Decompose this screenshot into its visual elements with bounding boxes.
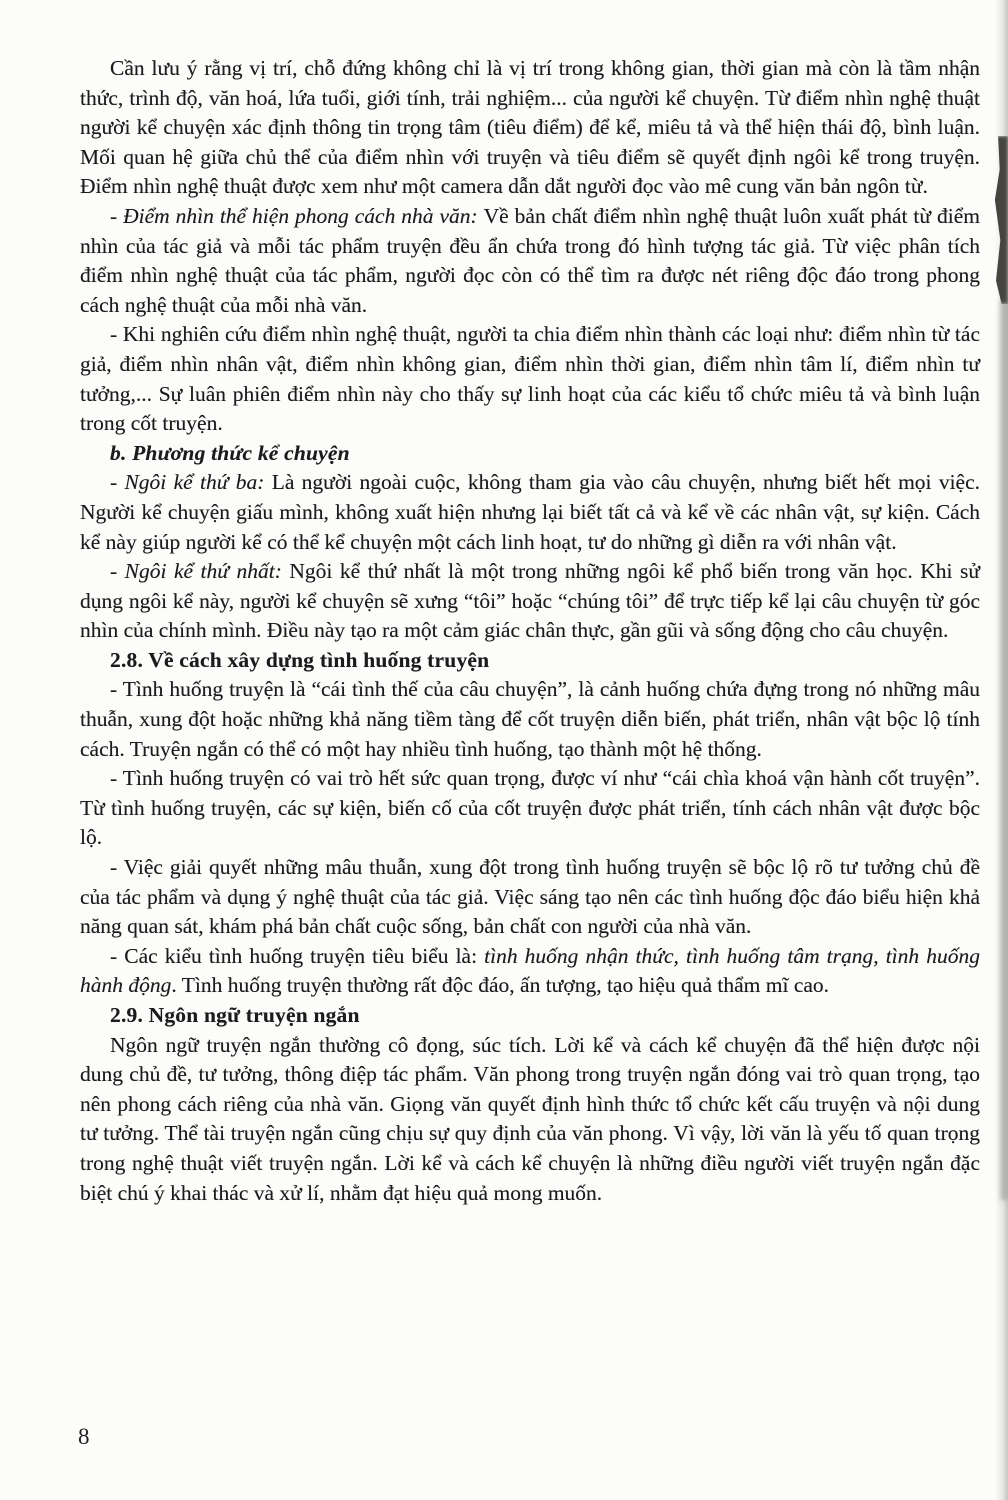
scan-edge-dark-patch xyxy=(992,136,1008,304)
paragraph xyxy=(80,202,980,320)
paragraph xyxy=(80,853,980,942)
scan-edge-shadow xyxy=(995,0,1008,1500)
scan-edge-soft-patch xyxy=(1000,300,1008,1200)
page-text-block xyxy=(80,54,980,1208)
paragraph-lead-italic: - Ngôi kể thứ ba: xyxy=(110,470,272,495)
paragraph-italic-list: tình huống nhận thức, tình huống tâm trạng, tình huống hành động xyxy=(80,943,980,998)
paragraph-text: . Tình huống truyện thường rất độc đáo, ấn tượng, tạo hiệu quả thẩm mĩ cao. xyxy=(171,973,830,998)
page-number: 8 xyxy=(78,1424,90,1449)
paragraph xyxy=(80,468,980,557)
section-heading-b xyxy=(80,439,980,469)
section-heading-2-8 xyxy=(80,646,980,676)
paragraph-text: - Việc giải quyết những mâu thuẫn, xung đột trong tình huống truyện sẽ bộc lộ rõ tư tưởng chủ đề của tác phẩm và dụng ý nghệ thuật của tác giả. Việc sáng tạo nên các tình huống độc đáo biểu hiện khả năng quan sát, khám phá bản chất cuộc sống, bản chất con người của nhà văn. xyxy=(80,855,980,939)
paragraph-lead-italic: - Điểm nhìn thể hiện phong cách nhà văn: xyxy=(110,203,484,228)
paragraph-text: Ngôi kể thứ nhất là một trong những ngôi kể phổ biến trong văn học. Khi sử dụng ngôi kể này, người kể chuyện sẽ xưng “tôi” hoặc “chúng tôi” để trực tiếp kể lại câu chuyện từ góc nhìn của chính mình. Điều này tạo ra một cảm giác chân thực, gần gũi và sống động cho câu chuyện. xyxy=(80,559,980,643)
heading-text: 2.9. Ngôn ngữ truyện ngắn xyxy=(110,1003,360,1027)
section-heading-2-9 xyxy=(80,1001,980,1031)
paragraph xyxy=(80,320,980,438)
paragraph-text: Về bản chất điểm nhìn nghệ thuật luôn xuất phát từ điểm nhìn của tác giả và mỗi tác phẩm truyện đều ẩn chứa trong đó hình tượng tác giả. Từ việc phân tích điểm nhìn nghệ thuật của tác phẩm, người đọc còn có thể tìm ra được nét riêng độc đáo trong phong cách nghệ thuật của mỗi nhà văn. xyxy=(80,203,980,317)
paragraph-text: - Các kiểu tình huống truyện tiêu biểu là: xyxy=(110,943,485,968)
paragraph xyxy=(80,1031,980,1209)
paragraph-text: Ngôn ngữ truyện ngắn thường cô đọng, súc tích. Lời kể và cách kể chuyện đã thể hiện được nội dung chủ đề, tư tưởng, thông điệp tác phẩm. Văn phong trong truyện ngắn đóng vai trò quan trọng, tạo nên phong cách riêng của nhà văn. Giọng văn quyết định hình thức tổ chức kết cấu truyện và nội dung tư tưởng. Thể tài truyện ngắn cũng chịu sự quy định của văn phong. Vì vậy, lời văn là yếu tố quan trọng trong nghệ thuật viết truyện ngắn. Lời kể và cách kể chuyện là những điều người viết truyện ngắn đặc biệt chú ý khai thác và xử lí, nhằm đạt hiệu quả mong muốn. xyxy=(80,1032,980,1205)
paragraph-lead-italic: - Ngôi kể thứ nhất: xyxy=(110,559,290,584)
paragraph-text: - Khi nghiên cứu điểm nhìn nghệ thuật, người ta chia điểm nhìn thành các loại như: điểm nhìn từ tác giả, điểm nhìn nhân vật, điểm nhìn không gian, điểm nhìn thời gian, điểm nhìn tâm lí, điểm nhìn tư tưởng,... Sự luân phiên điểm nhìn này cho thấy sự linh hoạt của các kiểu tổ chức miêu tả và bình luận trong cốt truyện. xyxy=(80,322,980,436)
heading-text: b. Phương thức kể chuyện xyxy=(110,440,350,465)
paragraph-text: - Tình huống truyện là “cái tình thế của câu chuyện”, là cảnh huống chứa đựng trong nó những mâu thuẫn, xung đột hoặc những khả năng tiềm tàng để cốt truyện diễn biến, phát triển, nhân vật bộc lộ tính cách. Truyện ngắn có thể có một hay nhiều tình huống, tạo thành một hệ thống. xyxy=(80,677,980,761)
paragraph xyxy=(80,54,980,202)
paragraph xyxy=(80,764,980,853)
paragraph-text: - Tình huống truyện có vai trò hết sức quan trọng, được ví như “cái chìa khoá vận hành cốt truyện”. Từ tình huống truyện, các sự kiện, biến cố của cốt truyện được phát triển, tính cách nhân vật được bộc lộ. xyxy=(80,766,980,850)
paragraph xyxy=(80,675,980,764)
paragraph-text: Cần lưu ý rằng vị trí, chỗ đứng không chỉ là vị trí trong không gian, thời gian mà còn là tầm nhận thức, trình độ, văn hoá, lứa tuổi, giới tính, trải nghiệm... của người kể chuyện. Từ điểm nhìn nghệ thuật người kể chuyện xác định thông tin trọng tâm (tiêu điểm) để kể, miêu tả và thể hiện thái độ, bình luận. Mối quan hệ giữa chủ thể của điểm nhìn với truyện và tiêu điểm sẽ quyết định ngôi kể trong truyện. Điểm nhìn nghệ thuật được xem như một camera dẫn dắt người đọc vào mê cung văn bản ngôn từ. xyxy=(80,56,980,199)
paragraph xyxy=(80,557,980,646)
paragraph-text: Là người ngoài cuộc, không tham gia vào câu chuyện, nhưng biết hết mọi việc. Người kể chuyện giấu mình, không xuất hiện nhưng lại biết tất cả và kể về các nhân vật, sự kiện. Cách kể này giúp người kể có thể kể chuyện một cách linh hoạt, tư do những gì diễn ra với nhân vật. xyxy=(80,470,981,554)
heading-text: 2.8. Về cách xây dựng tình huống truyện xyxy=(110,647,490,672)
paragraph xyxy=(80,942,980,1001)
